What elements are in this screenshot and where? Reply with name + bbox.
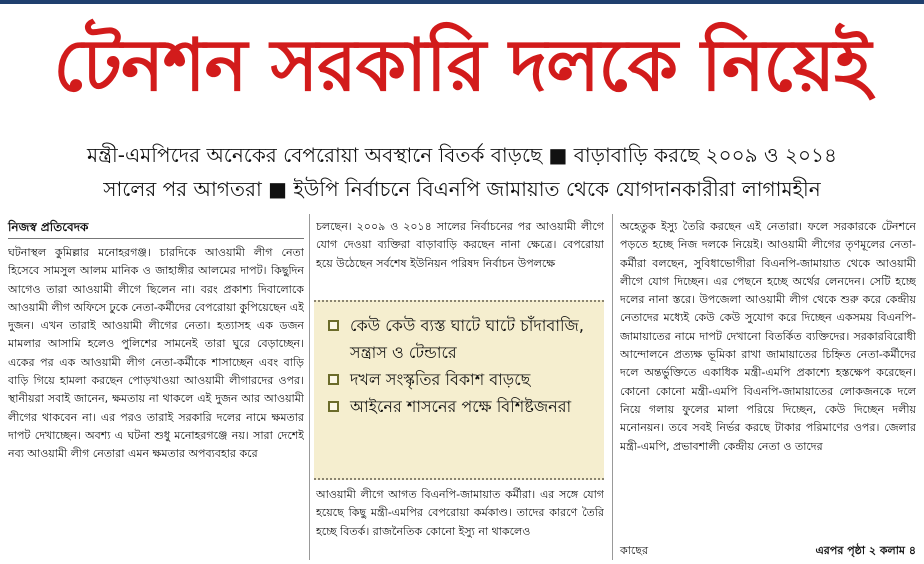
article-column-3: অহেতুক ইস্যু তৈরি করছেন এই নেতারা। ফলে সরকারকে টেনশনে পড়তে হচ্ছে নিজ দলকে নিয়েই। আওয়ামী লীগের তৃণমূলের নেতা-কর্মীরা বলছেন, সুবিধাভোগীরা বিএনপি-জামায়াত থেকে আওয়ামী লীগে যোগ দিচ্ছেন। এর পেছনে হচ্ছে অর্থের লেনদেন। সেটি হচ্ছে দলের নানা স্তরে। উপজেলা আওয়ামী লীগ থেকে শুরু করে কেন্দ্রীয় নেতাদের মধ্যেই কেউ কেউ সুযোগ করে দিচ্ছেন একসময় বিএনপি-জামায়াতের নামে দাপট দেখানো বিতর্কিত ব্যক্তিদের। সরকারবিরোধী আন্দোলনে প্রত্যক্ষ ভূমিকা রাখা জামায়াতের চিহ্নিত নেতা-কর্মীদের দলে অন্তর্ভুক্তিতে একাধিক মন্ত্রী-এমপি প্রকাশ্যে হস্তক্ষেপ করেছেন। কোনো কোনো মন্ত্রী-এমপি বিএনপি-জামায়াতের লোকজনকে দলে নিয়ে গলায় ফুলের মালা পরিয়ে দিচ্ছেন, কেউ দিচ্ছেন দলীয় মনোনয়ন। তবে সবই নির্ভর করছে টাকার পরিমাণের ওপর। জেলার মন্ত্রী-এমপি, প্রভাবশালী কেন্দ্রীয় নেতা ও তাদের xyxy=(620,220,916,453)
column-divider-1 xyxy=(309,214,310,560)
article-column-1: ঘটনাস্থল কুমিল্লার মনোহরগঞ্জ। চারদিকে আওয়ামী লীগ নেতা হিসেবে সামসুল আলম মানিক ও জাহাঙ্গীর আলমের দাপট। কিছুদিন আগেও তারা আওয়ামী লীগে ছিলেন না। বরং প্রকাশ্য দিবালোকে আওয়ামী লীগ অফিসে ঢুকে নেতা-কর্মীদের বেপরোয়া কুপিয়েছেন এই দুজন। এখন তারাই আওয়ামী লীগের নেতা। হত্যাসহ এক ডজন মামলার আসামি হলেও পুলিশের সামনেই তারা ঘুরে বেড়াচ্ছেন। একের পর এক আওয়ামী লীগ নেতা-কর্মীকে শাসাচ্ছেন এবং বাড়ি বাড়ি গিয়ে হামলা করছেন পোড়খাওয়া আওয়ামী লীগারদের ওপর। স্থানীয়রা সবাই জানেন, ক্ষমতায় না থাকলে এই দুজন আর আওয়ামী লীগের থাকবেন না। এর পরও তারাই সরকারি দলের নামে ক্ষমতার দাপট দেখাচ্ছেন। অবশ্য এ ঘটনা শুধু মনোহরগঞ্জে নয়। সারা দেশেই নব্য আওয়ামী লীগ নেতারা এমন ক্ষমতার অপব্যবহার করে xyxy=(8,246,304,461)
subheadline-line-2: সালের পর আগতরা ■ ইউপি নির্বাচনে বিএনপি জামায়াত থেকে যোগদানকারীরা লাগামহীন xyxy=(103,177,821,201)
article-column-2-bottom: আওয়ামী লীগে আগত বিএনপি-জামায়াত কর্মীরা। এর সঙ্গে যোগ হয়েছে কিছু মন্ত্রী-এমপির বেপরোয়া কর্মকাণ্ড। তাদের কারণে তৈরি হচ্ছে বিতর্ক। রাজনৈতিক কোনো ইস্যু না থাকলেও xyxy=(316,488,604,538)
checkbox-bullet-icon xyxy=(328,374,339,385)
subheadline-line-1: মন্ত্রী-এমপিদের অনেকের বেপরোয়া অবস্থানে বিতর্ক বাড়ছে ■ বাড়াবাড়ি করছে ২০০৯ ও ২০১৪ xyxy=(87,143,837,167)
highlight-text: কেউ কেউ ব্যস্ত ঘাটে ঘাটে চাঁদাবাজি, সন্ত্রাস ও টেন্ডারে xyxy=(350,316,584,362)
highlight-item xyxy=(322,393,596,420)
headline: টেনশন সরকারি দলকে নিয়েই xyxy=(53,23,871,107)
last-word: কাছের xyxy=(620,544,649,557)
continuation-line xyxy=(620,542,916,560)
byline: নিজস্ব প্রতিবেদক xyxy=(8,218,304,239)
checkbox-bullet-icon xyxy=(328,320,339,331)
checkbox-bullet-icon xyxy=(328,401,339,412)
top-rule xyxy=(0,0,924,4)
highlight-text: দখল সংস্কৃতির বিকাশ বাড়ছে xyxy=(350,370,531,389)
highlight-item xyxy=(322,312,596,366)
continued-on-link: এরপর পৃষ্ঠা ২ কলাম ৪ xyxy=(815,544,916,557)
column-divider-2 xyxy=(612,214,613,560)
highlight-box xyxy=(314,300,604,480)
subheadline xyxy=(30,138,894,206)
article-column-2-top: চলছেন। ২০০৯ ও ২০১৪ সালের নির্বাচনের পর আওয়ামী লীগে যোগ দেওয়া ব্যক্তিরা বাড়াবাড়ি করছেন নানা ক্ষেত্রে। বেপরোয়া হয়ে উঠেছেন সর্বশেষ ইউনিয়ন পরিষদ নির্বাচন উপলক্ষে xyxy=(316,220,604,270)
highlight-item xyxy=(322,366,596,393)
highlight-text: আইনের শাসনের পক্ষে বিশিষ্টজনরা xyxy=(350,397,572,416)
